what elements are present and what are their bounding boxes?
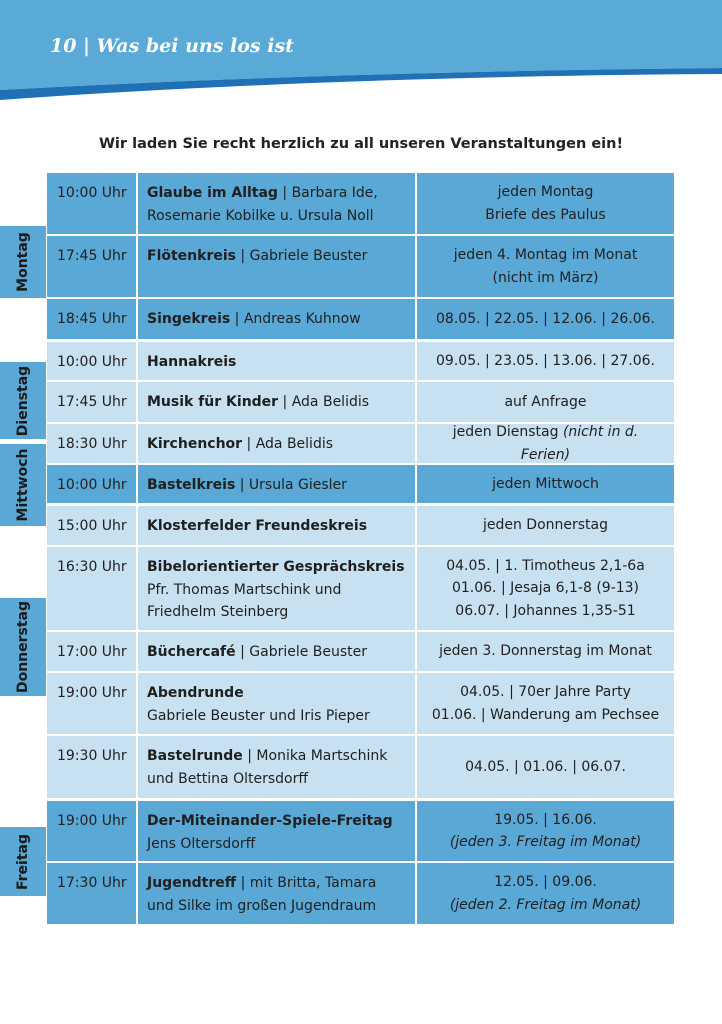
event-description bbox=[138, 236, 415, 297]
date-line bbox=[426, 514, 665, 537]
event-dates bbox=[417, 236, 674, 297]
date-text: 19.05. | 16.06. bbox=[494, 811, 597, 828]
event-separator: | bbox=[230, 311, 244, 327]
schedule-row bbox=[47, 173, 674, 234]
event-dates bbox=[417, 342, 674, 380]
event-time: 17:30 Uhr bbox=[47, 863, 136, 924]
date-line bbox=[426, 640, 665, 663]
event-dates bbox=[417, 801, 674, 861]
event-dates bbox=[417, 299, 674, 339]
date-line bbox=[426, 809, 665, 832]
event-host: Monika Martschink und Bettina Oltersdorff bbox=[147, 748, 388, 787]
schedule-row bbox=[47, 299, 674, 339]
date-line bbox=[426, 871, 665, 894]
event-title: Bastelrunde bbox=[147, 748, 243, 764]
date-line bbox=[426, 244, 665, 267]
event-description bbox=[138, 673, 415, 734]
date-line bbox=[426, 181, 665, 204]
event-dates bbox=[417, 382, 674, 422]
event-description bbox=[138, 506, 415, 545]
event-separator: | bbox=[278, 394, 292, 410]
event-host: Ada Belidis bbox=[255, 436, 334, 452]
date-text: jeden Donnerstag bbox=[482, 517, 609, 534]
event-separator: | bbox=[277, 185, 292, 201]
date-line bbox=[426, 600, 665, 623]
day-label: Montag bbox=[15, 232, 31, 292]
date-note: (jeden 3. Freitag im Monat) bbox=[449, 834, 642, 850]
event-separator: | bbox=[242, 748, 257, 764]
schedule-row bbox=[47, 424, 674, 463]
schedule-row bbox=[47, 465, 674, 503]
event-title: Glaube im Alltag bbox=[147, 185, 278, 201]
date-line bbox=[426, 391, 665, 414]
event-dates bbox=[417, 863, 674, 924]
event-separator: | bbox=[235, 477, 249, 493]
date-text: jeden 4. Montag im Monat bbox=[453, 247, 638, 263]
event-time: 19:00 Uhr bbox=[47, 673, 136, 734]
event-time: 17:45 Uhr bbox=[47, 236, 136, 297]
date-line bbox=[426, 681, 665, 704]
event-title: Flötenkreis bbox=[147, 248, 236, 264]
date-text: Briefe des Paulus bbox=[485, 206, 606, 223]
event-host: mit Britta, Tamara und Silke im großen Jugendraum bbox=[147, 875, 377, 914]
date-line bbox=[426, 204, 665, 227]
date-text: (nicht im März) bbox=[492, 269, 599, 286]
date-line bbox=[426, 473, 665, 496]
event-host: Barbara Ide, Rosemarie Kobilke u. Ursula Noll bbox=[147, 185, 378, 224]
event-dates bbox=[417, 465, 674, 503]
event-description bbox=[138, 424, 415, 463]
event-separator: | bbox=[242, 436, 256, 452]
event-time: 18:30 Uhr bbox=[47, 424, 136, 463]
event-time: 10:00 Uhr bbox=[47, 465, 136, 503]
date-text: jeden Dienstag bbox=[452, 424, 559, 440]
event-host: Gabriele Beuster und Iris Pieper bbox=[147, 707, 370, 724]
event-separator: | bbox=[236, 875, 250, 891]
schedule-row bbox=[47, 863, 674, 924]
event-title: Hannakreis bbox=[147, 354, 237, 370]
date-text: 01.06. | Wanderung am Pechsee bbox=[431, 706, 660, 723]
event-dates bbox=[417, 736, 674, 798]
event-dates bbox=[417, 173, 674, 234]
event-description bbox=[138, 801, 415, 861]
date-text: 09.05. | 23.05. | 13.06. | 27.06. bbox=[436, 352, 655, 369]
schedule-row bbox=[47, 547, 674, 630]
date-text: 08.05. | 22.05. | 12.06. | 26.06. bbox=[436, 310, 655, 327]
date-text: 04.05. | 1. Timotheus 2,1-6a bbox=[446, 557, 645, 574]
event-description bbox=[138, 736, 415, 798]
event-title: Der-Miteinander-Spiele-Freitag bbox=[147, 813, 393, 829]
date-text: 04.05. | 70er Jahre Party bbox=[460, 684, 631, 700]
day-label: Donnerstag bbox=[15, 600, 31, 694]
page-header-title: 10 | Was bei uns los ist bbox=[50, 35, 294, 57]
event-time: 10:00 Uhr bbox=[47, 173, 136, 234]
date-text: auf Anfrage bbox=[504, 393, 587, 410]
event-dates bbox=[417, 506, 674, 545]
event-description bbox=[138, 632, 415, 671]
date-note: (jeden 2. Freitag im Monat) bbox=[449, 896, 642, 913]
event-title: Singekreis bbox=[147, 311, 231, 327]
schedule-row bbox=[47, 236, 674, 297]
event-description bbox=[138, 382, 415, 422]
date-text: jeden 3. Donnerstag im Monat bbox=[439, 643, 652, 660]
event-time: 19:30 Uhr bbox=[47, 736, 136, 798]
event-title: Büchercafé bbox=[147, 644, 236, 660]
event-description bbox=[138, 465, 415, 503]
event-dates bbox=[417, 424, 674, 463]
event-host: Gabriele Beuster bbox=[249, 248, 368, 264]
event-time: 16:30 Uhr bbox=[47, 547, 136, 630]
day-label: Freitag bbox=[15, 833, 31, 891]
date-note: (nicht in d. Ferien) bbox=[520, 424, 639, 463]
event-dates bbox=[417, 673, 674, 734]
event-title: Kirchenchor bbox=[147, 436, 243, 452]
event-title: Bibelorientierter Gesprächskreis bbox=[147, 559, 405, 575]
event-time: 19:00 Uhr bbox=[47, 801, 136, 861]
date-text: jeden Montag bbox=[497, 184, 594, 200]
event-title: Jugendtreff bbox=[147, 875, 237, 891]
date-line bbox=[426, 308, 665, 331]
date-line bbox=[426, 267, 665, 290]
event-description bbox=[138, 863, 415, 924]
event-description bbox=[138, 342, 415, 380]
event-host: Andreas Kuhnow bbox=[243, 311, 361, 327]
event-separator: | bbox=[235, 644, 250, 660]
date-text: 04.05. | 01.06. | 06.07. bbox=[465, 758, 626, 775]
event-title: Klosterfelder Freundeskreis bbox=[147, 518, 368, 534]
event-dates bbox=[417, 632, 674, 671]
schedule-row bbox=[47, 632, 674, 671]
date-line bbox=[426, 704, 665, 727]
day-label: Dienstag bbox=[15, 365, 31, 437]
date-line bbox=[426, 756, 665, 779]
date-text: 12.05. | 09.06. bbox=[494, 874, 597, 890]
event-time: 18:45 Uhr bbox=[47, 299, 136, 339]
schedule-row bbox=[47, 506, 674, 545]
schedule-row bbox=[47, 801, 674, 861]
date-line bbox=[426, 421, 665, 466]
event-title: Bastelkreis bbox=[147, 477, 236, 493]
event-host: Jens Oltersdorff bbox=[147, 835, 256, 852]
event-description bbox=[138, 547, 415, 630]
event-title: Abendrunde bbox=[147, 685, 244, 701]
date-text: 06.07. | Johannes 1,35-51 bbox=[455, 602, 636, 619]
schedule-row bbox=[47, 382, 674, 422]
event-time: 17:45 Uhr bbox=[47, 382, 136, 422]
day-label: Mittwoch bbox=[15, 448, 31, 522]
event-host: Pfr. Thomas Martschink und Friedhelm Steinberg bbox=[147, 581, 342, 620]
event-time: 15:00 Uhr bbox=[47, 506, 136, 545]
event-description bbox=[138, 299, 415, 339]
schedule-row bbox=[47, 673, 674, 734]
event-host: Ursula Giesler bbox=[248, 477, 347, 493]
date-text: jeden Mittwoch bbox=[492, 475, 599, 492]
schedule-row bbox=[47, 342, 674, 380]
event-time: 17:00 Uhr bbox=[47, 632, 136, 671]
date-line bbox=[426, 577, 665, 600]
date-line bbox=[426, 350, 665, 373]
date-text: 01.06. | Jesaja 6,1-8 (9-13) bbox=[451, 580, 640, 597]
event-description bbox=[138, 173, 415, 234]
intro-text: Wir laden Sie recht herzlich zu all unseren Veranstaltungen ein! bbox=[98, 136, 624, 152]
event-dates bbox=[417, 547, 674, 630]
date-line bbox=[426, 555, 665, 578]
event-title: Musik für Kinder bbox=[147, 394, 279, 410]
event-separator: | bbox=[235, 248, 250, 264]
event-host: Ada Belidis bbox=[291, 394, 370, 410]
event-host: Gabriele Beuster bbox=[249, 644, 368, 660]
event-time: 10:00 Uhr bbox=[47, 342, 136, 380]
schedule-row bbox=[47, 736, 674, 798]
